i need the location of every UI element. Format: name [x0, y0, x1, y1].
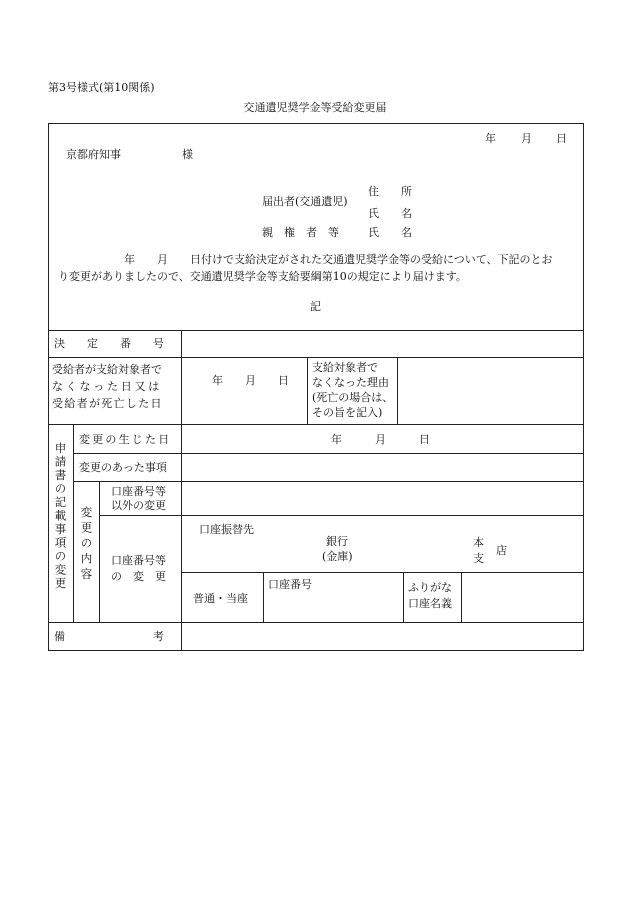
head-office-label: 本 — [473, 536, 484, 549]
applicant-label: 届出者(交通遺児) — [262, 195, 348, 208]
decision-number-label: 決 定 番 号 — [54, 337, 164, 350]
lost-date-label-1: 受給者が支給対象者で — [52, 363, 162, 376]
bank-label: 銀行 — [326, 535, 348, 548]
account-type-options[interactable]: 普通・当座 — [193, 592, 248, 605]
address-label: 住 所 — [368, 185, 412, 198]
account-change-label-1: 口座番号等 — [111, 554, 166, 567]
lost-date-label-3: 受給者が死亡した日 — [52, 397, 163, 410]
lost-date-ymd[interactable]: 年 月 日 — [212, 374, 289, 387]
transfer-destination-label: 口座振替先 — [199, 523, 254, 536]
form-title: 交通遺児奨学金等受給変更届 — [243, 101, 387, 114]
account-number-field[interactable] — [264, 590, 402, 621]
reason-label-2: なくなった理由 — [312, 376, 389, 389]
addressee: 京都府知事 — [66, 148, 121, 161]
account-change-label-2: の 変 更 — [111, 570, 166, 583]
decision-number-field[interactable] — [182, 331, 583, 356]
changed-item-field[interactable] — [182, 454, 583, 480]
body-line-2: り変更がありましたので、交通遺児奨学金等支給要綱第10の規定により届けます。 — [58, 270, 467, 283]
changed-item-label: 変更のあった事項 — [79, 461, 167, 474]
remarks-label: 備 考 — [54, 630, 164, 643]
date-year: 年 — [485, 132, 496, 145]
reason-field[interactable] — [398, 358, 583, 423]
furigana-label: ふりがな — [408, 581, 452, 594]
account-holder-field[interactable] — [462, 573, 583, 621]
date-day: 日 — [556, 132, 567, 145]
body-line-1: 年 月 日付けで支給決定がされた交通遺児奨学金等の受給について、下記のとお — [124, 253, 553, 266]
name-label-guardian: 氏 名 — [368, 226, 412, 239]
addressee-sama: 様 — [182, 148, 193, 161]
account-holder-label: 口座名義 — [408, 597, 452, 610]
change-content-label: 変更の内容 — [79, 506, 94, 584]
other-change-label-2: 以外の変更 — [111, 499, 166, 512]
bank-sub-label: (金庫) — [322, 550, 353, 563]
date-month: 月 — [521, 132, 532, 145]
change-date-label: 変更の生じた日 — [79, 433, 172, 446]
reason-label-3: (死亡の場合は、 — [312, 391, 394, 404]
lost-date-label-2: なくなった日又は — [52, 380, 162, 393]
branch-label: 支 — [473, 552, 484, 565]
application-change-side-label: 申請書の記載事項の変更 — [53, 442, 68, 591]
account-number-label: 口座番号 — [268, 578, 312, 591]
change-date-ymd[interactable]: 年 月 日 — [331, 433, 430, 446]
other-change-label-1: 口座番号等 — [111, 485, 166, 498]
store-label: 店 — [496, 544, 507, 557]
reason-label-1: 支給対象者で — [312, 361, 378, 374]
remarks-field[interactable] — [182, 623, 583, 650]
ki-mark: 記 — [310, 300, 321, 313]
reason-label-4: その旨を記入) — [312, 406, 383, 419]
name-label-applicant: 氏 名 — [368, 207, 412, 220]
other-change-field[interactable] — [182, 482, 583, 514]
form-number: 第3号様式(第10関係) — [48, 81, 155, 94]
guardian-label: 親 権 者 等 — [262, 226, 339, 239]
